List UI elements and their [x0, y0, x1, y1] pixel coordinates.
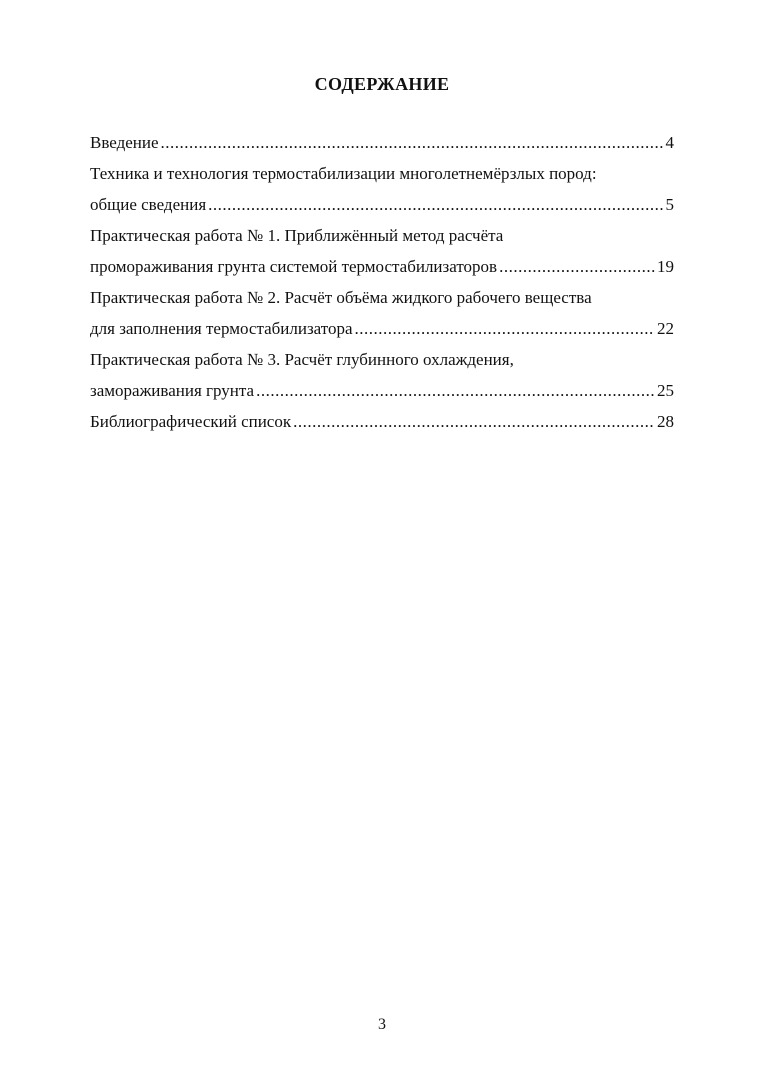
page-footer-number: 3: [378, 1016, 386, 1033]
toc-entry-technology-overview[interactable]: [90, 158, 674, 220]
toc-entry-line: [90, 282, 674, 313]
toc-entry-line: [90, 313, 674, 344]
toc-page-number: 4: [665, 133, 674, 152]
toc-page-number: 19: [657, 257, 674, 276]
toc-entry-line: [90, 406, 674, 437]
toc-dot-leader: [499, 251, 655, 282]
toc-entry-title-line-1: Практическая работа № 2. Расчёт объёма жидкого рабочего вещества: [90, 288, 592, 307]
toc-entry-line: [90, 158, 674, 189]
toc-entry-line: [90, 220, 674, 251]
toc-page-number: 22: [657, 319, 674, 338]
page-title: СОДЕРЖАНИЕ: [314, 74, 450, 94]
toc-page-number: 25: [657, 381, 674, 400]
toc-entry-title-line-2: замораживания грунта: [90, 381, 255, 400]
toc-entry-line: [90, 344, 674, 375]
toc-page-number: 28: [657, 412, 674, 431]
table-of-contents: [90, 127, 674, 437]
toc-entry-practical-work-3[interactable]: [90, 344, 674, 406]
toc-dot-leader: [161, 127, 664, 158]
toc-page-number: 5: [665, 195, 674, 214]
toc-entry-title: Библиографический список: [90, 412, 292, 431]
toc-entry-line: [90, 375, 674, 406]
toc-entry-line: [90, 189, 674, 220]
toc-entry-practical-work-2[interactable]: [90, 282, 674, 344]
toc-entry-title-line-1: Практическая работа № 3. Расчёт глубинного охлаждения,: [90, 350, 514, 369]
toc-entry-introduction[interactable]: [90, 127, 674, 158]
toc-entry-practical-work-1[interactable]: [90, 220, 674, 282]
toc-entry-line: [90, 127, 674, 158]
toc-dot-leader: [256, 375, 655, 406]
toc-entry-title-line-2: общие сведения: [90, 195, 207, 214]
toc-dot-leader: [293, 406, 655, 437]
toc-entry-title-line-2: для заполнения термостабилизатора: [90, 319, 353, 338]
toc-entry-title: Введение: [90, 133, 159, 152]
toc-entry-title-line-1: Техника и технология термостабилизации многолетнемёрзлых пород:: [90, 164, 597, 183]
toc-entry-bibliography[interactable]: [90, 406, 674, 437]
toc-entry-title-line-2: промораживания грунта системой термостабилизаторов: [90, 257, 498, 276]
toc-dot-leader: [355, 313, 655, 344]
toc-dot-leader: [208, 189, 663, 220]
toc-entry-title-line-1: Практическая работа № 1. Приближённый метод расчёта: [90, 226, 504, 245]
toc-entry-line: [90, 251, 674, 282]
